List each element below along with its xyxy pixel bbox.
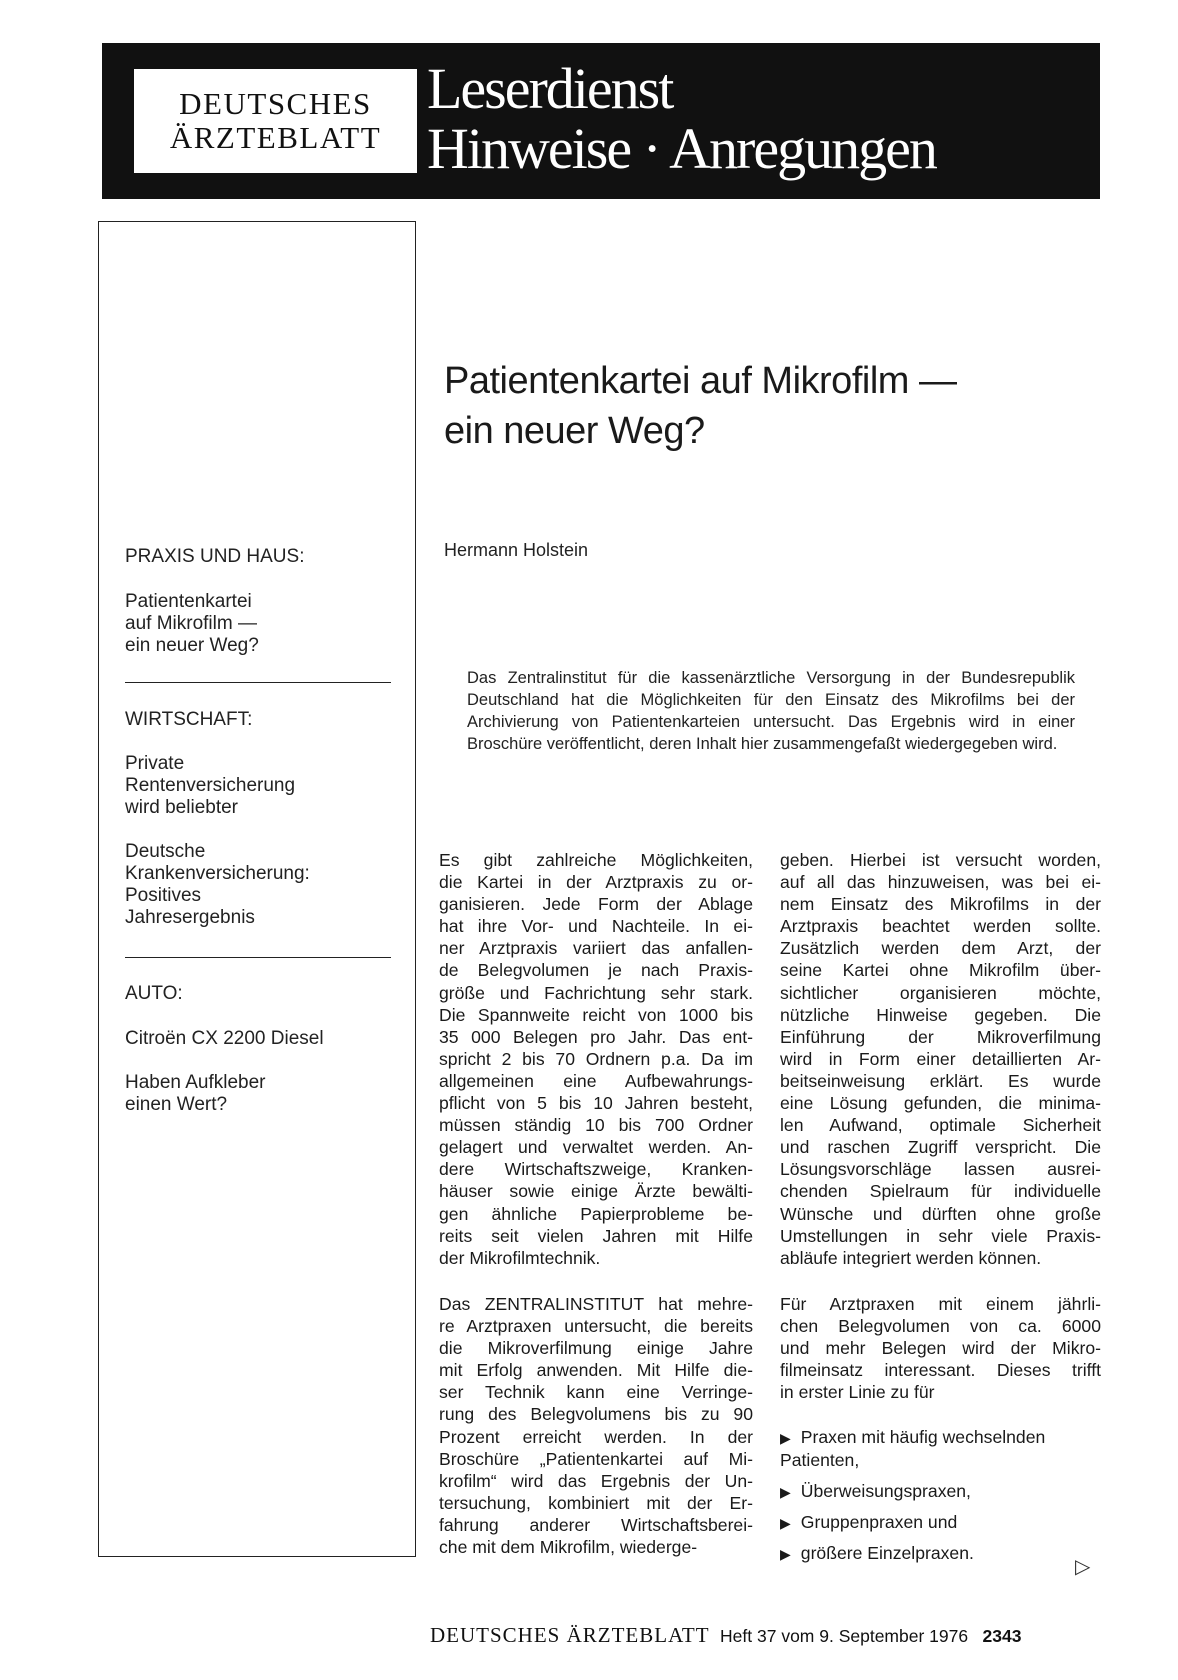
- logo-line-2: ÄRZTEBLATT: [169, 120, 382, 155]
- sidebar-heading-wirtschaft: WIRTSCHAFT:: [125, 709, 253, 730]
- sidebar-divider: [125, 957, 391, 958]
- body-text-line: nem Einsatz des Mikrofilms in der: [780, 894, 1101, 915]
- body-text-line: Das ZENTRALINSTITUT hat mehre-: [439, 1294, 753, 1314]
- bullet-item: [780, 1542, 974, 1565]
- sidebar-heading-auto: AUTO:: [125, 983, 183, 1004]
- body-text-line: rung des Belegvolumens bis zu 90: [439, 1404, 753, 1425]
- body-text-line: fahrung anderer Wirtschaftsberei-: [439, 1514, 753, 1535]
- body-text-line: chen Belegvolumen von ca. 6000: [780, 1316, 1101, 1337]
- body-text-line: spricht 2 bis 70 Ordnern p.a. Da im: [439, 1048, 753, 1069]
- body-text-line: gelagert und verwaltet werden. An-: [439, 1137, 753, 1158]
- sidebar-heading-praxis: PRAXIS UND HAUS:: [125, 546, 305, 567]
- body-text-line: die Mikroverfilmung einige Jahre: [439, 1338, 753, 1359]
- body-text-line: ner Arztpraxis variiert das anfallen-: [439, 938, 753, 959]
- section-title-line-2: Hinweise · Anregungen: [427, 116, 936, 181]
- page-footer: [430, 1623, 1021, 1648]
- triangle-bullet-icon: ▶: [780, 1546, 791, 1562]
- sidebar-item-patientenkartei: [125, 591, 259, 657]
- triangle-bullet-icon: ▶: [780, 1484, 791, 1500]
- column-2-paragraph-1: [780, 849, 1101, 1269]
- body-text-line: filmeinsatz interessant. Dieses trifft: [780, 1360, 1101, 1381]
- masthead: [102, 43, 1100, 199]
- bullet-item: [780, 1511, 957, 1534]
- article-author: Hermann Holstein: [444, 540, 589, 560]
- body-text-line: Einführung der Mikroverfilmung: [780, 1026, 1101, 1047]
- column-2-paragraph-2: [780, 1293, 1101, 1403]
- body-text-line: tersuchung, kombiniert mit der Er-: [439, 1492, 753, 1513]
- sidebar-line: auf Mikrofilm —: [125, 613, 257, 634]
- column-1-paragraph-1: [439, 849, 753, 1269]
- sidebar-line: Patientenkartei: [125, 591, 252, 612]
- body-text-line: reits seit vielen Jahren mit Hilfe: [439, 1225, 753, 1246]
- body-text-line: Wünsche und dürften ohne große: [780, 1203, 1101, 1224]
- sidebar-line: Private: [125, 753, 185, 774]
- body-text-line: größe und Fachrichtung sehr stark.: [439, 982, 753, 1003]
- section-title: [427, 56, 936, 181]
- sidebar-divider: [125, 682, 391, 683]
- body-text-line: und mehr Belegen wird der Mikro-: [780, 1338, 1101, 1359]
- sidebar-item-citroen: Citroën CX 2200 Diesel: [125, 1028, 324, 1049]
- article-title: [444, 356, 956, 456]
- bullet-item: [780, 1426, 1045, 1471]
- body-text-line: pflicht von 5 bis 10 Jahren besteht,: [439, 1093, 753, 1114]
- body-text-line: Arztpraxis beachtet werden sollte.: [780, 916, 1101, 937]
- body-text-line: und raschen Zugriff verspricht. Die: [780, 1137, 1101, 1158]
- body-text-line: seine Kartei ohne Mikrofilm über-: [780, 960, 1101, 981]
- body-text-line: häuser sowie einige Ärzte bewälti-: [439, 1181, 753, 1202]
- bullet-text-continued: Patienten,: [780, 1450, 860, 1470]
- body-text-line: Broschüre „Patientenkartei auf Mi-: [439, 1448, 753, 1469]
- body-text-line: krofilm“ wird das Ergebnis der Un-: [439, 1470, 753, 1491]
- body-text-line: che mit dem Mikrofilm, wiederge-: [439, 1537, 698, 1558]
- continued-arrow-icon: ▷: [1075, 1556, 1091, 1578]
- body-text-line: dere Wirtschaftszweige, Kranken-: [439, 1159, 753, 1180]
- sidebar-line: Jahresergebnis: [125, 907, 255, 928]
- footer-publication: DEUTSCHES ÄRZTEBLATT: [430, 1623, 710, 1647]
- body-text-line: 35 000 Belegen pro Jahr. Das ent-: [439, 1026, 753, 1047]
- footer-issue: Heft 37 vom 9. September 1976: [720, 1626, 969, 1646]
- body-text-line: abläufe integriert werden können.: [780, 1247, 1042, 1268]
- body-text-line: Lösungsvorschläge lassen ausrei-: [780, 1159, 1101, 1180]
- sidebar-item-aufkleber: [125, 1072, 266, 1116]
- body-text-line: re Arztpraxen untersucht, die bereits: [439, 1316, 753, 1337]
- body-text-line: Es gibt zahlreiche Möglichkeiten,: [439, 850, 753, 870]
- sidebar-line: Krankenversicherung:: [125, 863, 310, 884]
- body-text-line: sichtlicher organisieren möchte,: [780, 982, 1101, 1003]
- section-title-line-1: Leserdienst: [427, 56, 673, 121]
- triangle-bullet-icon: ▶: [780, 1515, 791, 1531]
- logo-line-1: DEUTSCHES: [179, 86, 372, 121]
- body-text-line: hat ihre Vor- und Nachteile. In ei-: [439, 916, 753, 937]
- body-text-line: len Aufwand, optimale Sicherheit: [780, 1115, 1101, 1136]
- sidebar-line: Haben Aufkleber: [125, 1072, 266, 1093]
- body-text-line: beitseinweisung erklärt. Es wurde: [780, 1070, 1101, 1091]
- body-text-line: ser Technik kann eine Verringe-: [439, 1382, 753, 1403]
- sidebar-line: wird beliebter: [125, 797, 238, 818]
- body-text-line: chenden Spielraum für individuelle: [780, 1181, 1101, 1202]
- body-text-line: die Kartei in der Arztpraxis zu or-: [439, 872, 753, 893]
- body-text-line: wird in Form einer detaillierten Ar-: [780, 1048, 1101, 1069]
- body-text-line: Zusätzlich werden dem Arzt, der: [780, 938, 1101, 959]
- body-text-line: der Mikrofilmtechnik.: [439, 1247, 601, 1268]
- sidebar-line: einen Wert?: [125, 1094, 228, 1115]
- article-title-line-1: Patientenkartei auf Mikrofilm —: [444, 360, 957, 402]
- body-text-line: eine Lösung gefunden, die minima-: [780, 1093, 1101, 1114]
- sidebar-item-rentenversicherung: [125, 753, 295, 819]
- body-text-line: müssen ständig 10 bis 700 Ordner: [439, 1115, 753, 1136]
- publication-logo: [134, 69, 417, 173]
- sidebar-line: ein neuer Weg?: [125, 635, 259, 656]
- body-text-line: mit Erfolg anwenden. Mit Hilfe die-: [439, 1360, 753, 1381]
- article-lead: Das Zentralinstitut für die kassenärztliche Versorgung in der Bundesrepublik Deutschland hat die Möglichkeiten für den Einsatz des Mikrofilms bei der Archivierung von Patientenkarteien untersucht. Das Ergebnis wird in einer Broschüre veröffentlicht, deren Inhalt hier zusammengefaßt wiedergegeben wird.: [467, 669, 1075, 753]
- bullet-text: Praxen mit häufig wechselnden: [800, 1427, 1046, 1447]
- sidebar-item-krankenversicherung: [125, 841, 310, 929]
- body-text-line: Für Arztpraxen mit einem jährli-: [780, 1294, 1101, 1314]
- footer-page-number: 2343: [982, 1626, 1022, 1646]
- body-text-line: Die Spannweite reicht von 1000 bis: [439, 1004, 753, 1025]
- body-text-line: Umstellungen in sehr viele Praxis-: [780, 1225, 1101, 1246]
- bullet-text: Gruppenpraxen und: [800, 1512, 958, 1532]
- body-text-line: Prozent erreicht werden. In der: [439, 1426, 753, 1447]
- column-1-paragraph-2: [439, 1293, 753, 1558]
- body-text-line: auf all das hinzuweisen, was bei ei-: [780, 872, 1101, 893]
- article-title-line-2: ein neuer Weg?: [444, 410, 705, 452]
- body-text-line: geben. Hierbei ist versucht worden,: [780, 850, 1101, 870]
- contents-sidebar: [98, 221, 416, 1557]
- body-text-line: de Belegvolumen je nach Praxis-: [439, 960, 753, 981]
- bullet-text: größere Einzelpraxen.: [800, 1543, 974, 1563]
- body-text-line: nützliche Hinweise gegeben. Die: [780, 1004, 1101, 1025]
- body-text-line: ganisieren. Jede Form der Ablage: [439, 894, 753, 915]
- sidebar-line: Rentenversicherung: [125, 775, 296, 796]
- sidebar-line: Deutsche: [125, 841, 206, 862]
- body-text-line: gen ähnliche Papierprobleme be-: [439, 1203, 753, 1224]
- body-text-line: allgemeinen eine Aufbewahrungs-: [439, 1070, 753, 1091]
- sidebar-line: Positives: [125, 885, 202, 906]
- bullet-item: [780, 1480, 971, 1503]
- body-text-line: in erster Linie zu für: [780, 1382, 935, 1403]
- triangle-bullet-icon: ▶: [780, 1430, 791, 1446]
- bullet-text: Überweisungspraxen,: [800, 1481, 971, 1501]
